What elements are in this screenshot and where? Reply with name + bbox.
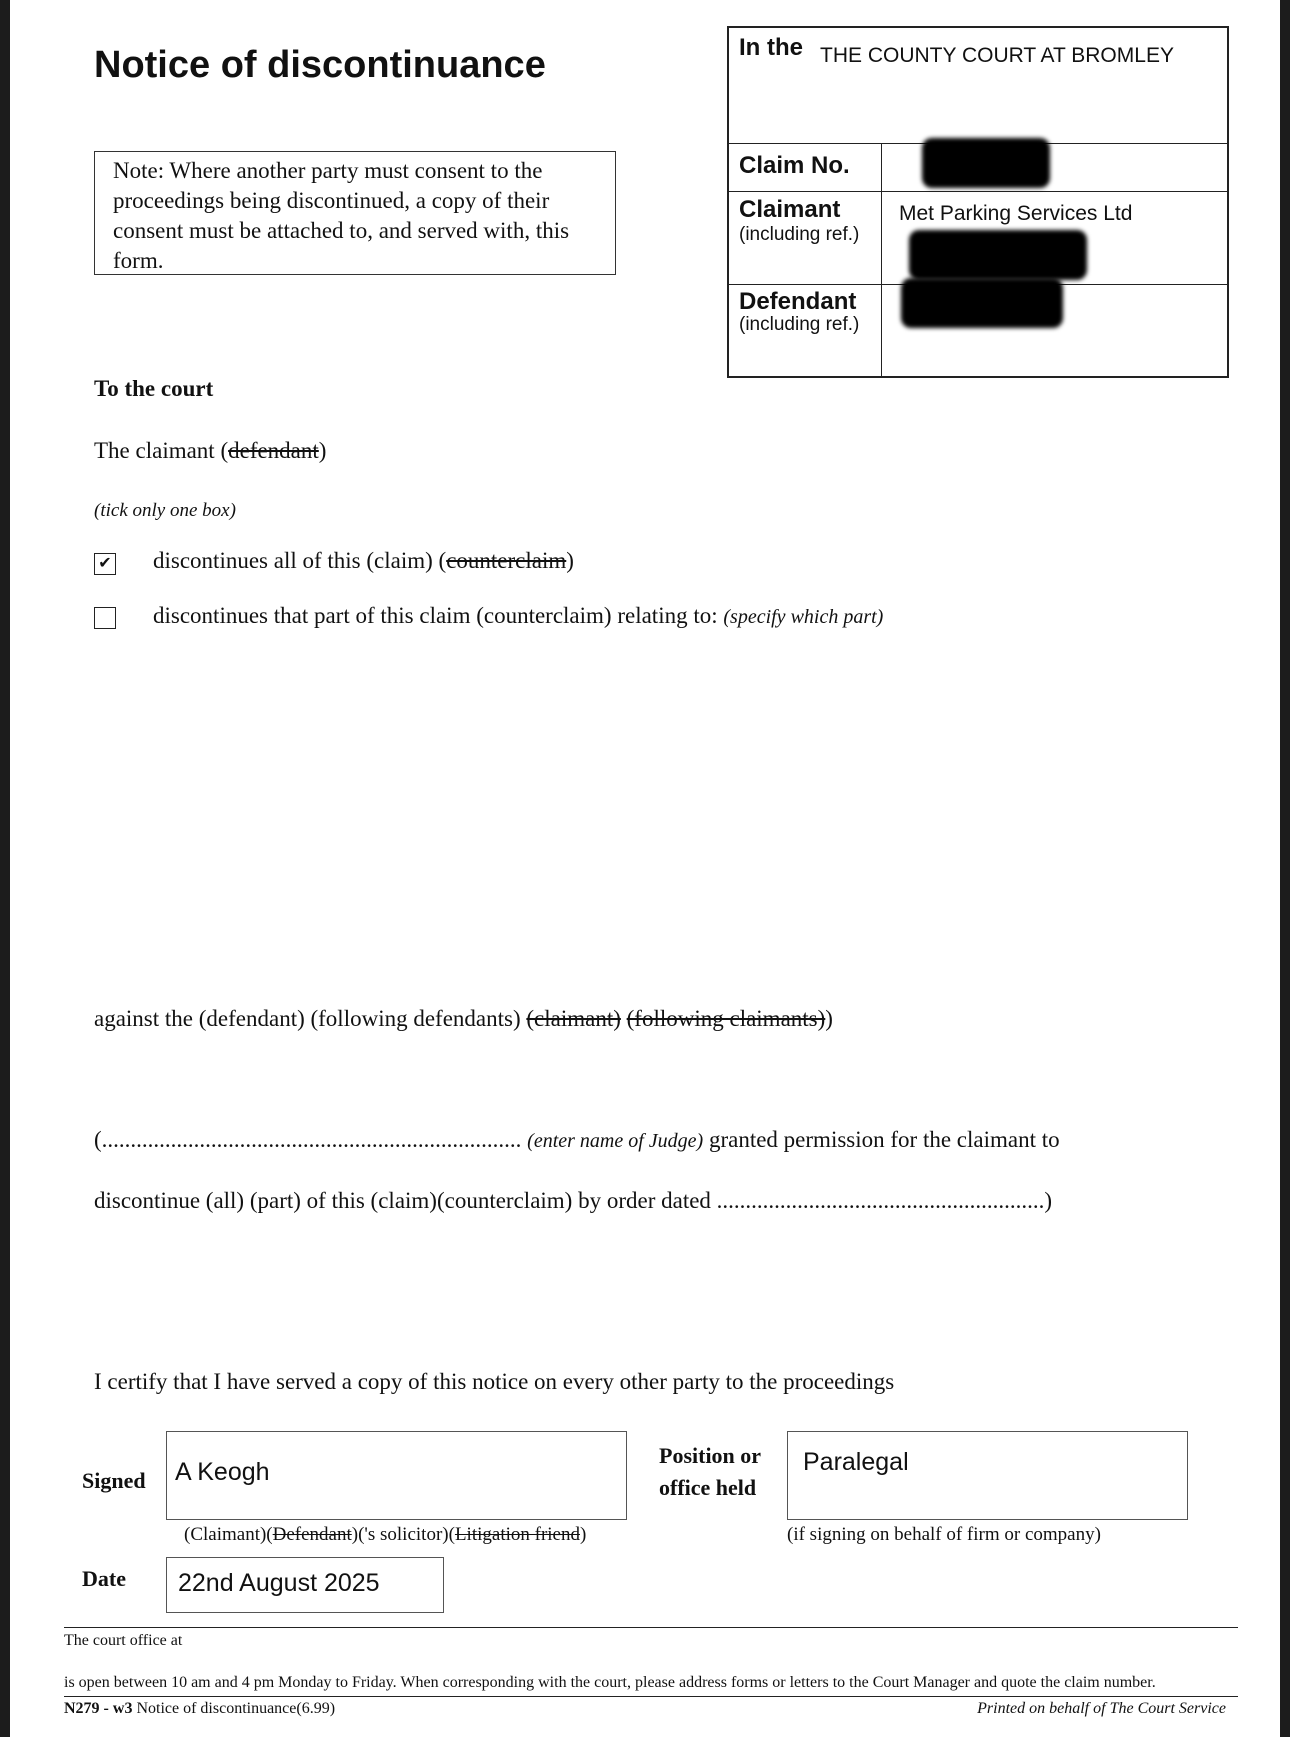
specify-part-hint: (specify which part) [723, 606, 884, 628]
redacted-defendant-name [901, 278, 1063, 328]
footer-rule [64, 1627, 1238, 1628]
judge-suffix: granted permission for the claimant to [703, 1127, 1060, 1152]
in-the-label: In the [739, 34, 803, 61]
against-text: against the (defendant) (following defendants) [94, 1006, 527, 1031]
redacted-claim-number [922, 138, 1050, 188]
tick-instruction: (tick only one box) [94, 500, 236, 521]
judge-hint: (enter name of Judge) [527, 1130, 704, 1152]
form-code: N279 - w3 [64, 1700, 133, 1717]
position-label-line2: office held [659, 1475, 757, 1500]
struck-claimant: (claimant) [526, 1006, 621, 1031]
court-details-box [727, 26, 1229, 378]
form-name: Notice of discontinuance(6.99) [132, 1700, 336, 1717]
option-all-close: ) [566, 548, 574, 573]
discontinue-part-text [153, 603, 883, 629]
discontinue-all-text [153, 548, 574, 574]
position-label [659, 1440, 761, 1504]
judge-line [94, 1127, 1060, 1153]
court-name: THE COUNTY COURT AT BROMLEY [820, 44, 1174, 67]
discontinue-all-checkbox[interactable]: ✔ [94, 553, 116, 575]
party-close: ) [318, 438, 327, 463]
claim-no-label: Claim No. [739, 152, 850, 179]
certify-statement: I certify that I have served a copy of this notice on every other party to the proceedings [94, 1369, 895, 1394]
defendant-ref-label: (including ref.) [739, 314, 860, 335]
signature-field[interactable] [166, 1431, 627, 1520]
position-caption: (if signing on behalf of firm or company) [787, 1524, 1101, 1545]
defendant-label: Defendant [739, 288, 857, 315]
signed-label: Signed [82, 1468, 146, 1493]
signature-value: A Keogh [175, 1458, 270, 1486]
against-line: against the (defendant) (following defendants) (claimant) (following claimants)) [94, 1006, 833, 1031]
date-label: Date [82, 1566, 126, 1591]
party-text: The claimant ( [94, 438, 229, 463]
caption-close: ) [580, 1524, 587, 1545]
office-hours-text: is open between 10 am and 4 pm Monday to Friday. When corresponding with the court, please address forms or letters to the Court Manager and quote the claim number. [64, 1674, 1156, 1691]
date-field[interactable] [166, 1557, 444, 1613]
form-reference [64, 1700, 335, 1718]
redacted-claimant-ref [909, 230, 1087, 280]
printed-by: Printed on behalf of The Court Service [977, 1700, 1226, 1717]
form-page [10, 0, 1280, 1737]
caption-claimant: (Claimant)( [184, 1524, 273, 1545]
discontinue-part-checkbox[interactable] [94, 607, 116, 629]
divider [881, 144, 882, 376]
party-line [94, 438, 326, 464]
struck-following-claimants: (following claimants) [626, 1006, 826, 1031]
option-part-label: discontinues that part of this claim (counterclaim) relating to: [153, 603, 724, 628]
divider [729, 191, 1227, 192]
option-all-label: discontinues all of this (claim) ( [153, 548, 447, 573]
signer-role-caption [184, 1524, 586, 1546]
footer-rule [64, 1696, 1238, 1697]
struck-defendant: defendant [228, 438, 319, 463]
page-title: Notice of discontinuance [94, 44, 546, 86]
court-office-text: The court office at [64, 1632, 183, 1649]
claimant-ref-label: (including ref.) [739, 224, 860, 245]
struck-litigation-friend: Litigation friend [454, 1524, 580, 1545]
position-label-line1: Position or [659, 1443, 762, 1468]
position-field[interactable] [787, 1431, 1188, 1520]
claimant-label: Claimant [739, 196, 841, 223]
date-value: 22nd August 2025 [178, 1569, 380, 1597]
to-the-court-heading: To the court [94, 376, 214, 401]
struck-counterclaim: counterclaim [446, 548, 567, 573]
claimant-name: Met Parking Services Ltd [899, 202, 1133, 225]
judge-dots: (......................................................................... [94, 1127, 528, 1152]
caption-solicitor: )('s solicitor)( [351, 1524, 455, 1545]
struck-defendant-caption: Defendant [272, 1524, 352, 1545]
order-line: discontinue (all) (part) of this (claim)(counterclaim) by order dated .........................................................) [94, 1188, 1053, 1213]
position-value: Paralegal [803, 1448, 909, 1476]
consent-note: Note: Where another party must consent to the proceedings being discontinued, a copy of their consent must be attached to, and served with, this form. [94, 151, 616, 275]
